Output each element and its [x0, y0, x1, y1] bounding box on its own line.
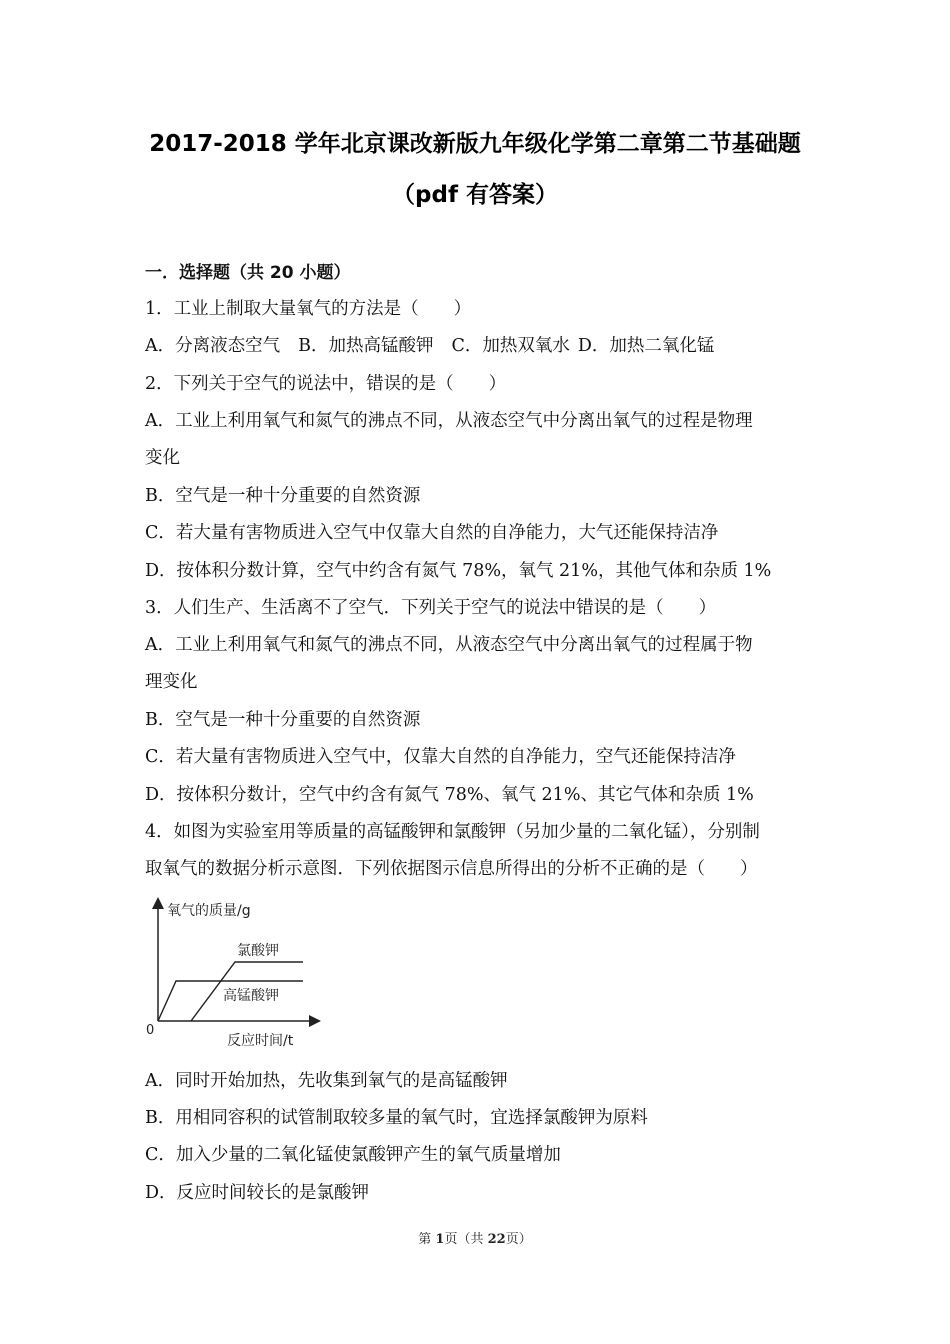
footer-suffix: 页）: [505, 1232, 532, 1247]
q4-stem-line-1: 4．如图为实验室用等质量的高锰酸钾和氯酸钾（另加少量的二氧化锰），分别制: [145, 822, 760, 842]
document-title-line-2: （pdf 有答案）: [392, 182, 558, 208]
q4-option-c: C．加入少量的二氧化锰使氯酸钾产生的氧气质量增加: [145, 1145, 561, 1165]
q4-option-d: D．反应时间较长的是氯酸钾: [145, 1183, 370, 1203]
footer-prefix: 第: [418, 1232, 436, 1247]
q1-option-a: A．分离液态空气: [145, 336, 281, 356]
total-pages: 22: [487, 1232, 506, 1247]
q3-stem: 3．人们生产、生活离不了空气．下列关于空气的说法中错误的是（ ）: [145, 598, 717, 618]
q3-option-c: C．若大量有害物质进入空气中，仅靠大自然的自净能力，空气还能保持洁净: [145, 747, 736, 767]
q2-option-c: C．若大量有害物质进入空气中仅靠大自然的自净能力，大气还能保持洁净: [145, 523, 719, 543]
footer-middle: 页（共: [444, 1232, 488, 1247]
x-axis-label: 反应时间/t: [227, 1033, 294, 1049]
kclo3-label: 氯酸钾: [237, 943, 279, 959]
q3-option-a-line-2: 理变化: [145, 672, 198, 692]
q3-option-d: D．按体积分数计，空气中约含有氮气 78%、氧气 21%、其它气体和杂质 1%: [145, 785, 754, 805]
origin-label: 0: [146, 1023, 155, 1038]
q2-option-a-line-1: A．工业上利用氧气和氮气的沸点不同，从液态空气中分离出氧气的过程是物理: [145, 411, 753, 431]
q1-option-c: C．加热双氧水: [451, 336, 570, 356]
page-footer: [0, 1228, 950, 1247]
q2-option-d: D．按体积分数计算，空气中约含有氮气 78%，氧气 21%，其他气体和杂质 1%: [145, 561, 772, 581]
q4-stem-line-2: 取氧气的数据分析示意图．下列依据图示信息所得出的分析不正确的是（ ）: [145, 859, 758, 879]
y-axis-label: 氧气的质量/g: [167, 903, 251, 919]
q3-option-a-line-1: A．工业上利用氧气和氮气的沸点不同，从液态空气中分离出氧气的过程属于物: [145, 635, 753, 655]
q3-option-b: B．空气是一种十分重要的自然资源: [145, 710, 421, 730]
q4-option-a: A．同时开始加热，先收集到氧气的是高锰酸钾: [145, 1071, 508, 1091]
current-page-number: 1: [435, 1232, 445, 1247]
document-title-line-1: 2017-2018 学年北京课改新版九年级化学第二章第二节基础题: [149, 131, 801, 157]
kmno4-label: 高锰酸钾: [223, 988, 279, 1004]
q2-option-b: B．空气是一种十分重要的自然资源: [145, 486, 421, 506]
q1-option-b: B．加热高锰酸钾: [298, 336, 434, 356]
q2-stem: 2．下列关于空气的说法中，错误的是（ ）: [145, 374, 507, 394]
oxygen-mass-figure: [143, 893, 323, 1055]
q4-option-b: B．用相同容积的试管制取较多量的氧气时，宜选择氯酸钾为原料: [145, 1108, 648, 1128]
q1-stem: 1．工业上制取大量氧气的方法是（ ）: [145, 299, 472, 319]
q2-option-a-line-2: 变化: [145, 448, 180, 468]
section-heading: 一．选择题（共 20 小题）: [145, 263, 351, 283]
q1-options: [145, 335, 714, 357]
q1-option-d: D．加热二氧化锰: [577, 336, 715, 356]
